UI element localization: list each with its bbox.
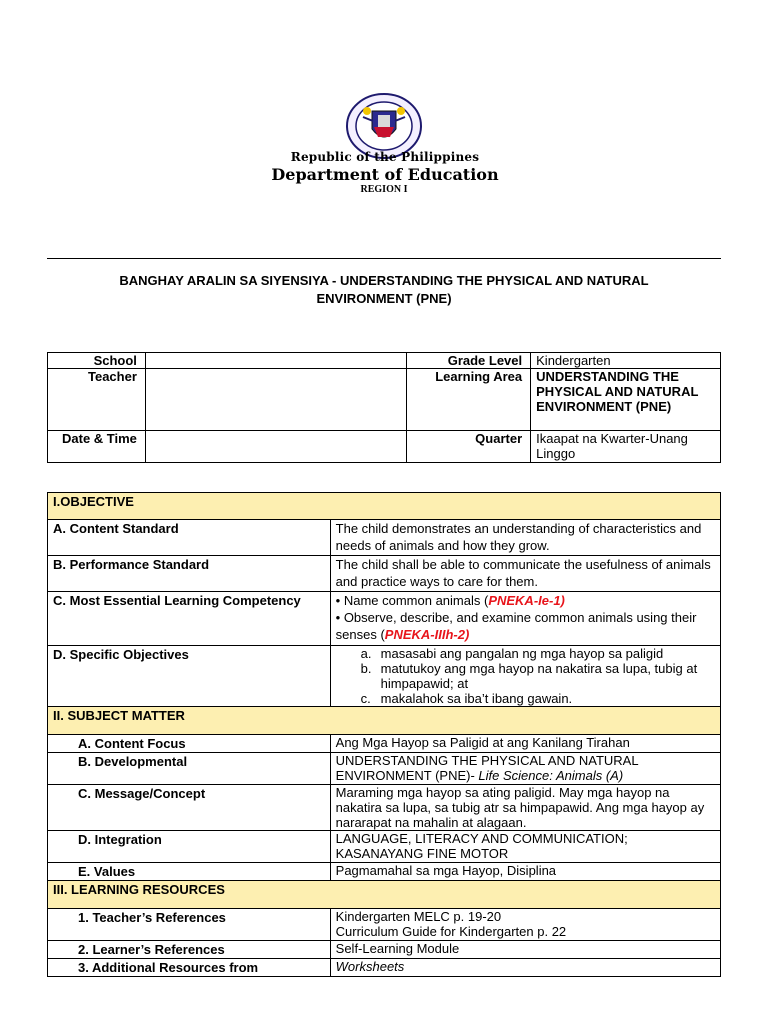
specific-objectives-label: D. Specific Objectives: [48, 646, 331, 707]
quarter-value: Ikaapat na Kwarter-Unang Linggo: [531, 431, 721, 463]
school-value: [145, 353, 406, 369]
teacher-value: [145, 369, 406, 431]
performance-standard-label: B. Performance Standard: [48, 556, 331, 592]
melc-code-2: PNEKA-IIIh-2): [384, 627, 470, 642]
developmental-label: B. Developmental: [48, 753, 331, 785]
melc-item-1: • Name common animals (PNEKA-Ie-1): [335, 593, 565, 608]
list-item: b. matutukoy ang mga hayop na nakatira sa lupa, tubig at himpapawid; at: [360, 661, 698, 691]
region-text: REGION I: [360, 184, 408, 195]
teacher-references-label: 1. Teacher’s References: [48, 909, 331, 941]
row-integration: [48, 831, 721, 863]
melc-value: [330, 592, 720, 646]
row-values: [48, 863, 721, 881]
developmental-value: UNDERSTANDING THE PHYSICAL AND NATURAL ENVIRONMENT (PNE)- Life Science: Animals (A): [330, 753, 720, 785]
row-developmental: [48, 753, 721, 785]
quarter-label: Quarter: [407, 431, 531, 463]
document-title: [47, 272, 721, 308]
row-content-standard: [48, 520, 721, 556]
info-row-date: [48, 431, 721, 463]
content-standard-value: The child demonstrates an understanding of characteristics and needs of animals and how they grow.: [330, 520, 720, 556]
title-line-2: ENVIRONMENT (PNE): [316, 291, 452, 306]
learning-resources-heading: III. LEARNING RESOURCES: [48, 881, 721, 909]
row-additional-resources: [48, 959, 721, 977]
title-line-1: BANGHAY ARALIN SA SIYENSIYA - UNDERSTANDING THE PHYSICAL AND NATURAL: [119, 273, 649, 288]
info-row-school: [48, 353, 721, 369]
school-label: School: [48, 353, 146, 369]
row-specific-objectives: [48, 646, 721, 707]
republic-text: Republic of the Philippines: [290, 150, 480, 164]
grade-level-value: Kindergarten: [531, 353, 721, 369]
date-time-value: [145, 431, 406, 463]
row-teacher-references: [48, 909, 721, 941]
teacher-label: Teacher: [48, 369, 146, 431]
learner-references-label: 2. Learner’s References: [48, 941, 331, 959]
additional-resources-label: 3. Additional Resources from: [48, 959, 331, 977]
section-subject-matter: [48, 707, 721, 735]
message-concept-label: C. Message/Concept: [48, 785, 331, 831]
performance-standard-value: The child shall be able to communicate the usefulness of animals and practice ways to care for them.: [330, 556, 720, 592]
learning-area-label: Learning Area: [407, 369, 531, 431]
additional-resources-value: Worksheets: [330, 959, 720, 977]
list-item: c. makalahok sa iba’t ibang gawain.: [360, 691, 573, 706]
specific-objectives-value: [330, 646, 720, 707]
learning-area-value: UNDERSTANDING THE PHYSICAL AND NATURAL ENVIRONMENT (PNE): [531, 369, 721, 431]
row-content-focus: [48, 735, 721, 753]
lesson-plan-table: [47, 492, 721, 977]
values-label: E. Values: [48, 863, 331, 881]
section-objective: [48, 493, 721, 520]
content-focus-value: Ang Mga Hayop sa Paligid at ang Kanilang Tirahan: [330, 735, 720, 753]
date-time-label: Date & Time: [48, 431, 146, 463]
values-value: Pagmamahal sa mga Hayop, Disiplina: [330, 863, 720, 881]
melc-item-2: • Observe, describe, and examine common animals using their senses (PNEKA-IIIh-2): [335, 610, 697, 642]
subject-matter-heading: II. SUBJECT MATTER: [48, 707, 721, 735]
content-standard-label: A. Content Standard: [48, 520, 331, 556]
objective-heading: I.OBJECTIVE: [48, 493, 721, 520]
teacher-references-value: Kindergarten MELC p. 19-20 Curriculum Guide for Kindergarten p. 22: [330, 909, 720, 941]
info-row-teacher: [48, 369, 721, 431]
grade-level-label: Grade Level: [407, 353, 531, 369]
department-text: Department of Education: [271, 165, 499, 184]
section-learning-resources: [48, 881, 721, 909]
integration-label: D. Integration: [48, 831, 331, 863]
content-focus-label: A. Content Focus: [48, 735, 331, 753]
row-melc: [48, 592, 721, 646]
integration-value: LANGUAGE, LITERACY AND COMMUNICATION; KASANAYANG FINE MOTOR: [330, 831, 720, 863]
row-learner-references: [48, 941, 721, 959]
message-concept-value: Maraming mga hayop sa ating paligid. May mga hayop na nakatira sa lupa, sa tubig atr sa himpapawid. Ang mga hayop ay nararapat na mahalin at alagaan.: [330, 785, 720, 831]
melc-label: C. Most Essential Learning Competency: [48, 592, 331, 646]
row-message: [48, 785, 721, 831]
row-performance-standard: [48, 556, 721, 592]
info-table: [47, 352, 721, 463]
melc-code-1: PNEKA-Ie-1): [488, 593, 565, 608]
header-rule: [47, 258, 721, 259]
list-item: a. masasabi ang pangalan ng mga hayop sa paligid: [360, 646, 664, 661]
learner-references-value: Self-Learning Module: [330, 941, 720, 959]
